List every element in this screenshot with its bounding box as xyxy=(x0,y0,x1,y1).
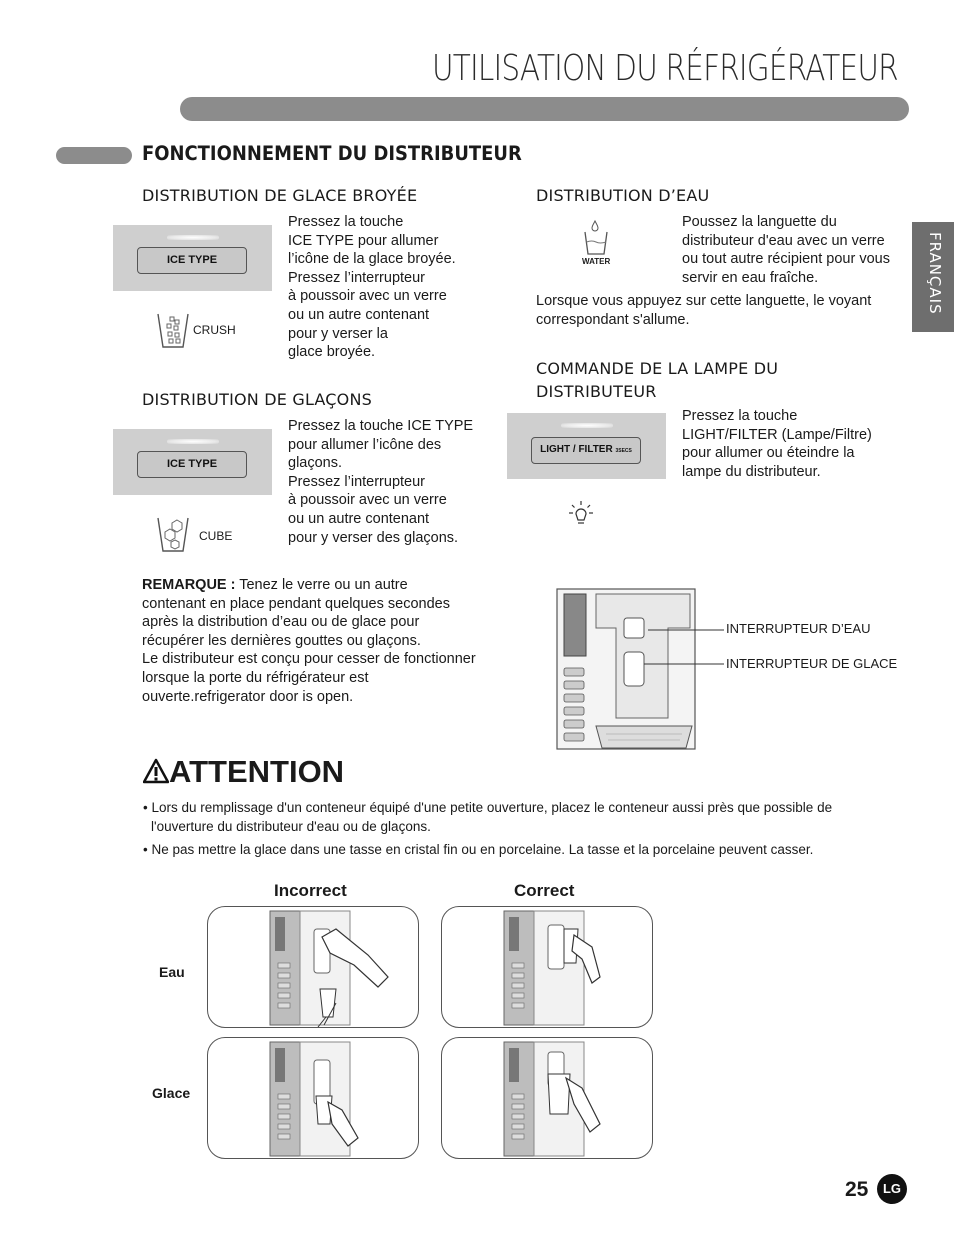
text-line: glaçons. xyxy=(288,455,343,472)
ice-type-button[interactable]: ICE TYPE xyxy=(137,247,247,274)
page-number: 25 xyxy=(845,1178,869,1201)
text-line: Pressez la touche xyxy=(288,214,404,230)
cubed-ice-heading: DISTRIBUTION DE GLAÇONS xyxy=(142,390,372,409)
language-tab xyxy=(912,222,954,332)
indicator-light xyxy=(167,439,219,444)
attention-heading xyxy=(143,754,344,790)
text-line: Pressez l’interrupteur xyxy=(288,473,425,490)
warning-icon xyxy=(143,758,169,784)
cube-icon-label: CUBE xyxy=(199,529,233,543)
bullet-text: Ne pas mettre la glace dans une tasse en cristal fin ou en porcelaine. La tasse et la porcelaine peuvent casser. xyxy=(151,842,814,857)
water-icon-label: WATER xyxy=(582,257,611,266)
text-line: ou un autre contenant xyxy=(288,306,430,323)
text-line: LIGHT/FILTER (Lampe/Filtre) xyxy=(682,426,872,443)
light-filter-small-label: 3SECS xyxy=(615,448,632,454)
text-line: Pressez l’interrupteur xyxy=(288,269,425,286)
bullet-line: • Lors du remplissage d'un conteneur équipé d'une petite ouverture, placez le conteneur aussi près que possible de xyxy=(143,800,833,815)
light-filter-label: LIGHT / FILTER xyxy=(540,444,613,455)
text-line: correspondant s'allume. xyxy=(536,311,690,328)
dispenser-hand-drawing xyxy=(442,907,652,1027)
dispenser-hand-drawing xyxy=(208,1038,418,1158)
text-line: contenant en place pendant quelques secondes xyxy=(142,595,450,612)
remark-note xyxy=(142,576,512,706)
attention-bullet-2 xyxy=(143,840,903,859)
lg-logo-icon: LG xyxy=(877,1174,907,1204)
section-heading: FONCTIONNEMENT DU DISTRIBUTEUR xyxy=(142,142,522,165)
text-line: l’icône de la glace broyée. xyxy=(288,251,456,268)
light-filter-panel xyxy=(507,413,666,479)
text-line: récupérer les dernières gouttes ou glaçons. xyxy=(142,632,421,649)
diagram-leader-lines xyxy=(640,618,730,678)
text-line: à poussoir avec un verre xyxy=(288,492,447,509)
crushed-ice-text xyxy=(288,213,488,362)
text-line: pour y verser la xyxy=(288,325,388,342)
text-line: ouverte.refrigerator door is open. xyxy=(142,688,354,705)
lamp-heading xyxy=(536,357,778,403)
correct-ice-illustration xyxy=(441,1037,653,1159)
text-line: pour allumer l’icône des xyxy=(288,436,442,453)
text-line: ou tout autre récipient pour vous xyxy=(682,251,890,268)
bullet-line: • Ne pas mettre la glace dans une tasse en cristal fin ou en porcelaine. La tasse et la porcelaine peuvent casser. xyxy=(143,842,814,857)
crush-icon-label: CRUSH xyxy=(193,323,236,337)
remark-first-line xyxy=(142,576,512,595)
dispenser-hand-drawing xyxy=(208,907,418,1027)
ice-switch-label: INTERRUPTEUR DE GLACE xyxy=(726,656,898,671)
ice-type-panel-cube xyxy=(113,429,272,495)
section-pill xyxy=(56,147,132,164)
text-line: pour y verser des glaçons. xyxy=(288,529,459,546)
indicator-light xyxy=(561,423,613,428)
water-text xyxy=(682,213,912,287)
text-line: Poussez la languette du xyxy=(682,214,837,230)
incorrect-water-illustration xyxy=(207,906,419,1028)
water-heading: DISTRIBUTION D’EAU xyxy=(536,186,710,205)
cubed-ice-text xyxy=(288,417,498,547)
ice-type-panel xyxy=(113,225,272,291)
ice-type-button-cube[interactable]: ICE TYPE xyxy=(137,451,247,478)
title-bar xyxy=(180,97,909,121)
text-line: ou un autre contenant xyxy=(288,510,430,527)
attention-bullet-1 xyxy=(143,798,903,836)
remark-first-text: Tenez le verre ou un autre xyxy=(239,577,408,593)
heading-line: DISTRIBUTEUR xyxy=(536,382,657,401)
text-line: Pressez la touche xyxy=(682,408,798,424)
light-filter-button[interactable] xyxy=(531,437,641,464)
text-line: Lorsque vous appuyez sur cette languette, le voyant xyxy=(536,293,872,309)
page-title: UTILISATION DU RÉFRIGÉRATEUR xyxy=(432,48,898,89)
water-switch-label: INTERRUPTEUR D’EAU xyxy=(726,621,871,636)
text-line: distributeur d'eau avec un verre xyxy=(682,232,885,249)
water-indicator-text xyxy=(536,292,906,329)
incorrect-ice-illustration xyxy=(207,1037,419,1159)
lamp-icon xyxy=(566,500,596,530)
lamp-text xyxy=(682,407,912,481)
text-line: Le distributeur est conçu pour cesser de fonctionner xyxy=(142,651,476,668)
attention-title: ATTENTION xyxy=(169,754,345,789)
correct-water-illustration xyxy=(441,906,653,1028)
bullet-text: l'ouverture du distributeur d'eau ou de glaçons. xyxy=(151,819,431,834)
text-line: servir en eau fraîche. xyxy=(682,269,819,286)
water-glass-icon xyxy=(580,218,612,256)
crushed-ice-heading: DISTRIBUTION DE GLACE BROYÉE xyxy=(142,186,418,205)
correct-column-label: Correct xyxy=(514,881,575,900)
water-row-label: Eau xyxy=(159,964,185,980)
dispenser-hand-drawing xyxy=(442,1038,652,1158)
text-line: à poussoir avec un verre xyxy=(288,288,447,305)
ice-row-label: Glace xyxy=(152,1085,191,1101)
text-line: après la distribution d’eau ou de glace pour xyxy=(142,614,420,631)
indicator-light xyxy=(167,235,219,240)
incorrect-column-label: Incorrect xyxy=(274,881,347,900)
language-tab-label: FRANÇAIS xyxy=(926,232,944,315)
text-line: ICE TYPE pour allumer xyxy=(288,232,439,249)
heading-line: COMMANDE DE LA LAMPE DU xyxy=(536,359,779,378)
text-line: pour allumer ou éteindre la xyxy=(682,445,855,462)
text-line: glace broyée. xyxy=(288,344,376,361)
bullet-text: Lors du remplissage d'un conteneur équipé d'une petite ouverture, placez le conteneur aussi près que possible de xyxy=(151,800,833,815)
cubed-ice-glass-icon xyxy=(155,516,191,554)
crushed-ice-glass-icon xyxy=(155,312,191,350)
text-line: lorsque la porte du réfrigérateur est xyxy=(142,669,369,686)
text-line: lampe du distributeur. xyxy=(682,463,821,480)
text-line: Pressez la touche ICE TYPE xyxy=(288,418,474,434)
remark-label: REMARQUE : xyxy=(142,577,236,593)
